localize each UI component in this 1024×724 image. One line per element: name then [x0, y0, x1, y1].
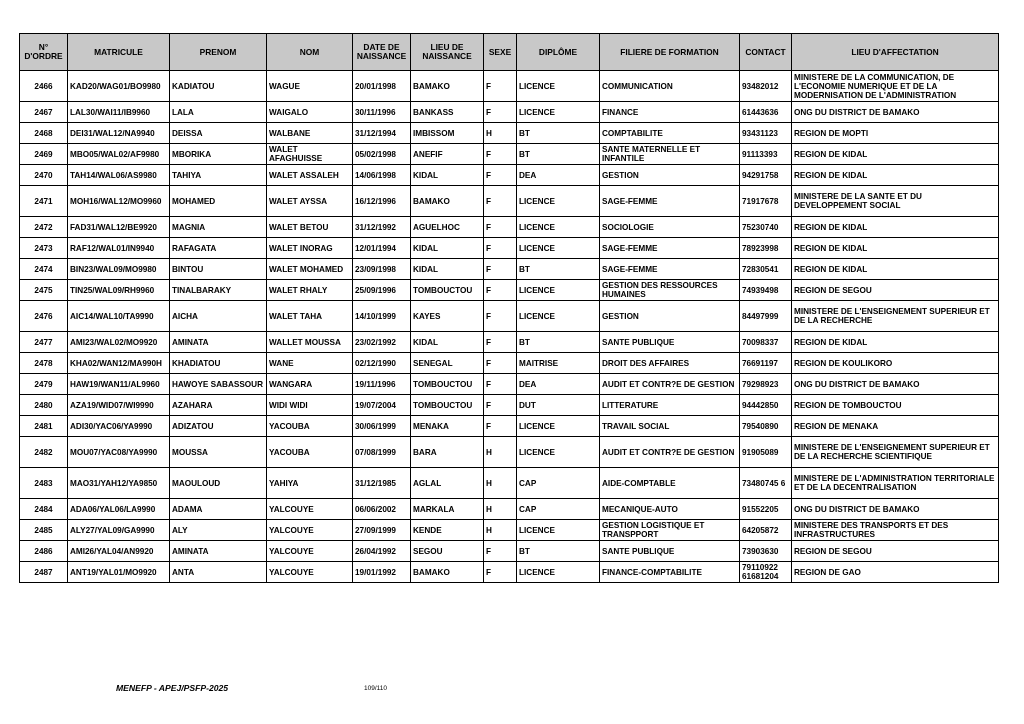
header-diplome: DIPLÔME — [517, 34, 600, 71]
cell-contact: 76691197 — [740, 353, 792, 374]
cell-prenom: AMINATA — [170, 541, 267, 562]
cell-contact: 73480745 6 — [740, 468, 792, 499]
header-nom: NOM — [267, 34, 353, 71]
cell-contact: 93431123 — [740, 123, 792, 144]
cell-lieu-naissance: BAMAKO — [411, 562, 484, 583]
cell-matricule: KHA02/WAN12/MA990H — [68, 353, 170, 374]
cell-date-naissance: 23/09/1998 — [353, 259, 411, 280]
cell-lieu-naissance: BANKASS — [411, 102, 484, 123]
cell-prenom: ADAMA — [170, 499, 267, 520]
cell-date-naissance: 27/09/1999 — [353, 520, 411, 541]
cell-sexe: F — [484, 332, 517, 353]
cell-filiere: LITTERATURE — [600, 395, 740, 416]
cell-nom: YALCOUYE — [267, 562, 353, 583]
cell-matricule: ANT19/YAL01/MO9920 — [68, 562, 170, 583]
header-contact: CONTACT — [740, 34, 792, 71]
cell-sexe: F — [484, 259, 517, 280]
cell-contact: 79540890 — [740, 416, 792, 437]
header-prenom: PRENOM — [170, 34, 267, 71]
cell-date-naissance: 19/11/1996 — [353, 374, 411, 395]
cell-nom: WANE — [267, 353, 353, 374]
header-matricule: MATRICULE — [68, 34, 170, 71]
cell-matricule: KAD20/WAG01/BO9980 — [68, 71, 170, 102]
cell-sexe: F — [484, 374, 517, 395]
cell-matricule: AMI23/WAL02/MO9920 — [68, 332, 170, 353]
cell-prenom: KADIATOU — [170, 71, 267, 102]
cell-filiere: SANTE PUBLIQUE — [600, 332, 740, 353]
cell-matricule: FAD31/WAL12/BE9920 — [68, 217, 170, 238]
page-number: 109/110 — [364, 685, 388, 692]
cell-sexe: F — [484, 301, 517, 332]
cell-lieu-naissance: SENEGAL — [411, 353, 484, 374]
table-row — [20, 499, 999, 520]
cell-diplome: LICENCE — [517, 416, 600, 437]
table-row — [20, 280, 999, 301]
cell-affectation: ONG DU DISTRICT DE BAMAKO — [792, 374, 999, 395]
cell-sexe: F — [484, 165, 517, 186]
cell-filiere: COMMUNICATION — [600, 71, 740, 102]
table-row — [20, 353, 999, 374]
cell-filiere: GESTION DES RESSOURCES HUMAINES — [600, 280, 740, 301]
cell-contact: 75230740 — [740, 217, 792, 238]
cell-contact: 91113393 — [740, 144, 792, 165]
cell-contact: 84497999 — [740, 301, 792, 332]
cell-ordre: 2470 — [20, 165, 68, 186]
cell-matricule: MOH16/WAL12/MO9960 — [68, 186, 170, 217]
cell-nom: WALLET MOUSSA — [267, 332, 353, 353]
cell-ordre: 2473 — [20, 238, 68, 259]
cell-filiere: SANTE PUBLIQUE — [600, 541, 740, 562]
cell-ordre: 2476 — [20, 301, 68, 332]
table-row — [20, 238, 999, 259]
cell-matricule: DEI31/WAL12/NA9940 — [68, 123, 170, 144]
cell-matricule: TIN25/WAL09/RH9960 — [68, 280, 170, 301]
assignment-table — [19, 33, 999, 583]
cell-date-naissance: 31/12/1994 — [353, 123, 411, 144]
cell-affectation: REGION DE KIDAL — [792, 144, 999, 165]
cell-nom: WALET ASSALEH — [267, 165, 353, 186]
table-row — [20, 437, 999, 468]
cell-contact: 91552205 — [740, 499, 792, 520]
cell-filiere: AUDIT ET CONTR?E DE GESTION — [600, 374, 740, 395]
cell-matricule: BIN23/WAL09/MO9980 — [68, 259, 170, 280]
cell-prenom: KHADIATOU — [170, 353, 267, 374]
cell-ordre: 2472 — [20, 217, 68, 238]
cell-sexe: H — [484, 437, 517, 468]
cell-filiere: SOCIOLOGIE — [600, 217, 740, 238]
cell-prenom: TINALBARAKY — [170, 280, 267, 301]
cell-lieu-naissance: AGLAL — [411, 468, 484, 499]
cell-diplome: BT — [517, 123, 600, 144]
cell-prenom: LALA — [170, 102, 267, 123]
cell-diplome: LICENCE — [517, 437, 600, 468]
cell-ordre: 2475 — [20, 280, 68, 301]
cell-nom: YACOUBA — [267, 437, 353, 468]
cell-sexe: F — [484, 144, 517, 165]
cell-prenom: AICHA — [170, 301, 267, 332]
cell-affectation: REGION DE MOPTI — [792, 123, 999, 144]
cell-ordre: 2471 — [20, 186, 68, 217]
cell-nom: WALET BETOU — [267, 217, 353, 238]
header-date-naissance: DATE DE NAISSANCE — [353, 34, 411, 71]
cell-lieu-naissance: AGUELHOC — [411, 217, 484, 238]
table-row — [20, 520, 999, 541]
cell-matricule: AZA19/WID07/WI9990 — [68, 395, 170, 416]
cell-lieu-naissance: ANEFIF — [411, 144, 484, 165]
header-affectation: LIEU D'AFFECTATION — [792, 34, 999, 71]
cell-matricule: MBO05/WAL02/AF9980 — [68, 144, 170, 165]
cell-ordre: 2487 — [20, 562, 68, 583]
cell-ordre: 2466 — [20, 71, 68, 102]
cell-nom: YALCOUYE — [267, 520, 353, 541]
cell-prenom: ADIZATOU — [170, 416, 267, 437]
cell-contact: 79110922 61681204 — [740, 562, 792, 583]
header-row — [20, 34, 999, 71]
cell-matricule: MAO31/YAH12/YA9850 — [68, 468, 170, 499]
cell-nom: YAHIYA — [267, 468, 353, 499]
cell-lieu-naissance: MARKALA — [411, 499, 484, 520]
cell-sexe: H — [484, 468, 517, 499]
cell-nom: WANGARA — [267, 374, 353, 395]
cell-matricule: ADI30/YAC06/YA9990 — [68, 416, 170, 437]
cell-date-naissance: 19/01/1992 — [353, 562, 411, 583]
cell-diplome: DEA — [517, 374, 600, 395]
cell-contact: 94442850 — [740, 395, 792, 416]
cell-filiere: COMPTABILITE — [600, 123, 740, 144]
cell-diplome: LICENCE — [517, 102, 600, 123]
cell-filiere: SAGE-FEMME — [600, 259, 740, 280]
cell-contact: 93482012 — [740, 71, 792, 102]
cell-matricule: ALY27/YAL09/GA9990 — [68, 520, 170, 541]
cell-prenom: ALY — [170, 520, 267, 541]
cell-sexe: F — [484, 186, 517, 217]
cell-affectation: MINISTERE DE L'ADMINISTRATION TERRITORIALE ET DE LA DECENTRALISATION — [792, 468, 999, 499]
cell-sexe: F — [484, 541, 517, 562]
cell-diplome: BT — [517, 144, 600, 165]
cell-diplome: DEA — [517, 165, 600, 186]
cell-affectation: REGION DE KIDAL — [792, 259, 999, 280]
cell-filiere: MECANIQUE-AUTO — [600, 499, 740, 520]
cell-filiere: FINANCE-COMPTABILITE — [600, 562, 740, 583]
header-ordre: N° D'ORDRE — [20, 34, 68, 71]
cell-affectation: REGION DE KOULIKORO — [792, 353, 999, 374]
cell-filiere: AIDE-COMPTABLE — [600, 468, 740, 499]
header-sexe: SEXE — [484, 34, 517, 71]
table-row — [20, 102, 999, 123]
cell-nom: WALET RHALY — [267, 280, 353, 301]
cell-nom: WAGUE — [267, 71, 353, 102]
cell-contact: 79298923 — [740, 374, 792, 395]
cell-prenom: MOHAMED — [170, 186, 267, 217]
cell-matricule: AMI26/YAL04/AN9920 — [68, 541, 170, 562]
cell-lieu-naissance: KENDE — [411, 520, 484, 541]
table-row — [20, 186, 999, 217]
cell-sexe: F — [484, 71, 517, 102]
cell-diplome: CAP — [517, 468, 600, 499]
cell-diplome: LICENCE — [517, 71, 600, 102]
cell-diplome: LICENCE — [517, 186, 600, 217]
cell-lieu-naissance: TOMBOUCTOU — [411, 374, 484, 395]
cell-ordre: 2486 — [20, 541, 68, 562]
cell-contact: 71917678 — [740, 186, 792, 217]
cell-affectation: REGION DE KIDAL — [792, 332, 999, 353]
cell-filiere: SAGE-FEMME — [600, 238, 740, 259]
cell-prenom: MAOULOUD — [170, 468, 267, 499]
cell-date-naissance: 30/06/1999 — [353, 416, 411, 437]
cell-lieu-naissance: BAMAKO — [411, 71, 484, 102]
cell-diplome: LICENCE — [517, 238, 600, 259]
cell-diplome: BT — [517, 332, 600, 353]
table-row — [20, 332, 999, 353]
cell-contact: 72830541 — [740, 259, 792, 280]
cell-contact: 78923998 — [740, 238, 792, 259]
cell-sexe: F — [484, 217, 517, 238]
cell-prenom: BINTOU — [170, 259, 267, 280]
table-row — [20, 259, 999, 280]
cell-nom: WIDI WIDI — [267, 395, 353, 416]
cell-filiere: SANTE MATERNELLE ET INFANTILE — [600, 144, 740, 165]
cell-nom: YALCOUYE — [267, 541, 353, 562]
cell-contact: 73903630 — [740, 541, 792, 562]
cell-sexe: F — [484, 102, 517, 123]
cell-sexe: F — [484, 353, 517, 374]
cell-date-naissance: 14/06/1998 — [353, 165, 411, 186]
cell-diplome: DUT — [517, 395, 600, 416]
cell-prenom: MAGNIA — [170, 217, 267, 238]
cell-date-naissance: 25/09/1996 — [353, 280, 411, 301]
cell-date-naissance: 14/10/1999 — [353, 301, 411, 332]
table-row — [20, 123, 999, 144]
cell-ordre: 2483 — [20, 468, 68, 499]
cell-date-naissance: 20/01/1998 — [353, 71, 411, 102]
cell-matricule: AIC14/WAL10/TA9990 — [68, 301, 170, 332]
cell-nom: WALET MOHAMED — [267, 259, 353, 280]
cell-matricule: HAW19/WAN11/AL9960 — [68, 374, 170, 395]
cell-ordre: 2474 — [20, 259, 68, 280]
cell-date-naissance: 23/02/1992 — [353, 332, 411, 353]
cell-affectation: REGION DE SEGOU — [792, 541, 999, 562]
cell-ordre: 2477 — [20, 332, 68, 353]
table-row — [20, 71, 999, 102]
cell-ordre: 2479 — [20, 374, 68, 395]
cell-date-naissance: 31/12/1992 — [353, 217, 411, 238]
table-row — [20, 416, 999, 437]
cell-affectation: MINISTERE DES TRANSPORTS ET DES INFRASTRUCTURES — [792, 520, 999, 541]
cell-contact: 64205872 — [740, 520, 792, 541]
cell-lieu-naissance: KAYES — [411, 301, 484, 332]
cell-prenom: DEISSA — [170, 123, 267, 144]
cell-date-naissance: 19/07/2004 — [353, 395, 411, 416]
cell-date-naissance: 12/01/1994 — [353, 238, 411, 259]
cell-date-naissance: 30/11/1996 — [353, 102, 411, 123]
cell-lieu-naissance: KIDAL — [411, 259, 484, 280]
cell-sexe: F — [484, 416, 517, 437]
cell-diplome: LICENCE — [517, 301, 600, 332]
cell-prenom: HAWOYE SABASSOUR — [170, 374, 267, 395]
cell-filiere: GESTION LOGISTIQUE ET TRANSPPORT — [600, 520, 740, 541]
cell-sexe: F — [484, 562, 517, 583]
cell-filiere: DROIT DES AFFAIRES — [600, 353, 740, 374]
cell-affectation: MINISTERE DE L'ENSEIGNEMENT SUPERIEUR ET DE LA RECHERCHE — [792, 301, 999, 332]
cell-ordre: 2468 — [20, 123, 68, 144]
cell-date-naissance: 26/04/1992 — [353, 541, 411, 562]
cell-lieu-naissance: BARA — [411, 437, 484, 468]
cell-sexe: H — [484, 520, 517, 541]
cell-sexe: F — [484, 280, 517, 301]
cell-date-naissance: 07/08/1999 — [353, 437, 411, 468]
cell-prenom: RAFAGATA — [170, 238, 267, 259]
header-filiere: FILIERE DE FORMATION — [600, 34, 740, 71]
cell-affectation: MINISTERE DE LA SANTE ET DU DEVELOPPEMENT SOCIAL — [792, 186, 999, 217]
cell-diplome: MAITRISE — [517, 353, 600, 374]
cell-diplome: LICENCE — [517, 280, 600, 301]
cell-lieu-naissance: TOMBOUCTOU — [411, 395, 484, 416]
cell-sexe: F — [484, 238, 517, 259]
cell-affectation: ONG DU DISTRICT DE BAMAKO — [792, 102, 999, 123]
cell-filiere: GESTION — [600, 301, 740, 332]
cell-sexe: H — [484, 123, 517, 144]
cell-filiere: AUDIT ET CONTR?E DE GESTION — [600, 437, 740, 468]
cell-diplome: CAP — [517, 499, 600, 520]
table-row — [20, 144, 999, 165]
cell-matricule: LAL30/WAI11/IB9960 — [68, 102, 170, 123]
cell-prenom: MOUSSA — [170, 437, 267, 468]
cell-contact: 74939498 — [740, 280, 792, 301]
cell-date-naissance: 06/06/2002 — [353, 499, 411, 520]
cell-affectation: MINISTERE DE L'ENSEIGNEMENT SUPERIEUR ET DE LA RECHERCHE SCIENTIFIQUE — [792, 437, 999, 468]
cell-diplome: LICENCE — [517, 562, 600, 583]
cell-nom: WAIGALO — [267, 102, 353, 123]
cell-ordre: 2480 — [20, 395, 68, 416]
cell-prenom: MBORIKA — [170, 144, 267, 165]
cell-nom: WALET AFAGHUISSE — [267, 144, 353, 165]
table-row — [20, 541, 999, 562]
cell-diplome: BT — [517, 541, 600, 562]
table-row — [20, 165, 999, 186]
cell-filiere: TRAVAIL SOCIAL — [600, 416, 740, 437]
cell-lieu-naissance: TOMBOUCTOU — [411, 280, 484, 301]
footer-org: MENEFP - APEJ/PSFP-2025 — [116, 683, 229, 693]
cell-nom: WALET INORAG — [267, 238, 353, 259]
cell-sexe: F — [484, 395, 517, 416]
cell-lieu-naissance: KIDAL — [411, 165, 484, 186]
cell-lieu-naissance: KIDAL — [411, 238, 484, 259]
cell-date-naissance: 02/12/1990 — [353, 353, 411, 374]
table-row — [20, 301, 999, 332]
cell-contact: 70098337 — [740, 332, 792, 353]
cell-ordre: 2467 — [20, 102, 68, 123]
table-row — [20, 217, 999, 238]
table-row — [20, 468, 999, 499]
cell-affectation: REGION DE SEGOU — [792, 280, 999, 301]
cell-lieu-naissance: BAMAKO — [411, 186, 484, 217]
cell-nom: YALCOUYE — [267, 499, 353, 520]
cell-prenom: AZAHARA — [170, 395, 267, 416]
cell-prenom: ANTA — [170, 562, 267, 583]
cell-ordre: 2485 — [20, 520, 68, 541]
cell-diplome: LICENCE — [517, 520, 600, 541]
cell-ordre: 2484 — [20, 499, 68, 520]
table-row — [20, 395, 999, 416]
cell-lieu-naissance: IMBISSOM — [411, 123, 484, 144]
cell-affectation: REGION DE MENAKA — [792, 416, 999, 437]
cell-affectation: ONG DU DISTRICT DE BAMAKO — [792, 499, 999, 520]
cell-affectation: MINISTERE DE LA COMMUNICATION, DE L'ECONOMIE NUMERIQUE ET DE LA MODERNISATION DE L'ADMINISTRATION — [792, 71, 999, 102]
cell-prenom: AMINATA — [170, 332, 267, 353]
cell-contact: 94291758 — [740, 165, 792, 186]
cell-diplome: BT — [517, 259, 600, 280]
cell-filiere: GESTION — [600, 165, 740, 186]
cell-lieu-naissance: KIDAL — [411, 332, 484, 353]
cell-affectation: REGION DE TOMBOUCTOU — [792, 395, 999, 416]
cell-date-naissance: 31/12/1985 — [353, 468, 411, 499]
cell-nom: WALBANE — [267, 123, 353, 144]
cell-matricule: ADA06/YAL06/LA9990 — [68, 499, 170, 520]
cell-affectation: REGION DE KIDAL — [792, 238, 999, 259]
cell-ordre: 2481 — [20, 416, 68, 437]
cell-nom: YACOUBA — [267, 416, 353, 437]
cell-date-naissance: 16/12/1996 — [353, 186, 411, 217]
cell-sexe: H — [484, 499, 517, 520]
cell-ordre: 2478 — [20, 353, 68, 374]
table-row — [20, 562, 999, 583]
cell-lieu-naissance: SEGOU — [411, 541, 484, 562]
cell-affectation: REGION DE KIDAL — [792, 165, 999, 186]
cell-diplome: LICENCE — [517, 217, 600, 238]
cell-matricule: MOU07/YAC08/YA9990 — [68, 437, 170, 468]
cell-matricule: RAF12/WAL01/IN9940 — [68, 238, 170, 259]
cell-filiere: FINANCE — [600, 102, 740, 123]
cell-date-naissance: 05/02/1998 — [353, 144, 411, 165]
cell-contact: 91905089 — [740, 437, 792, 468]
header-lieu-naissance: LIEU DE NAISSANCE — [411, 34, 484, 71]
cell-contact: 61443636 — [740, 102, 792, 123]
cell-ordre: 2469 — [20, 144, 68, 165]
cell-prenom: TAHIYA — [170, 165, 267, 186]
cell-nom: WALET AYSSA — [267, 186, 353, 217]
cell-nom: WALET TAHA — [267, 301, 353, 332]
table-row — [20, 374, 999, 395]
cell-filiere: SAGE-FEMME — [600, 186, 740, 217]
cell-affectation: REGION DE KIDAL — [792, 217, 999, 238]
cell-matricule: TAH14/WAL06/AS9980 — [68, 165, 170, 186]
cell-lieu-naissance: MENAKA — [411, 416, 484, 437]
cell-affectation: REGION DE GAO — [792, 562, 999, 583]
cell-ordre: 2482 — [20, 437, 68, 468]
